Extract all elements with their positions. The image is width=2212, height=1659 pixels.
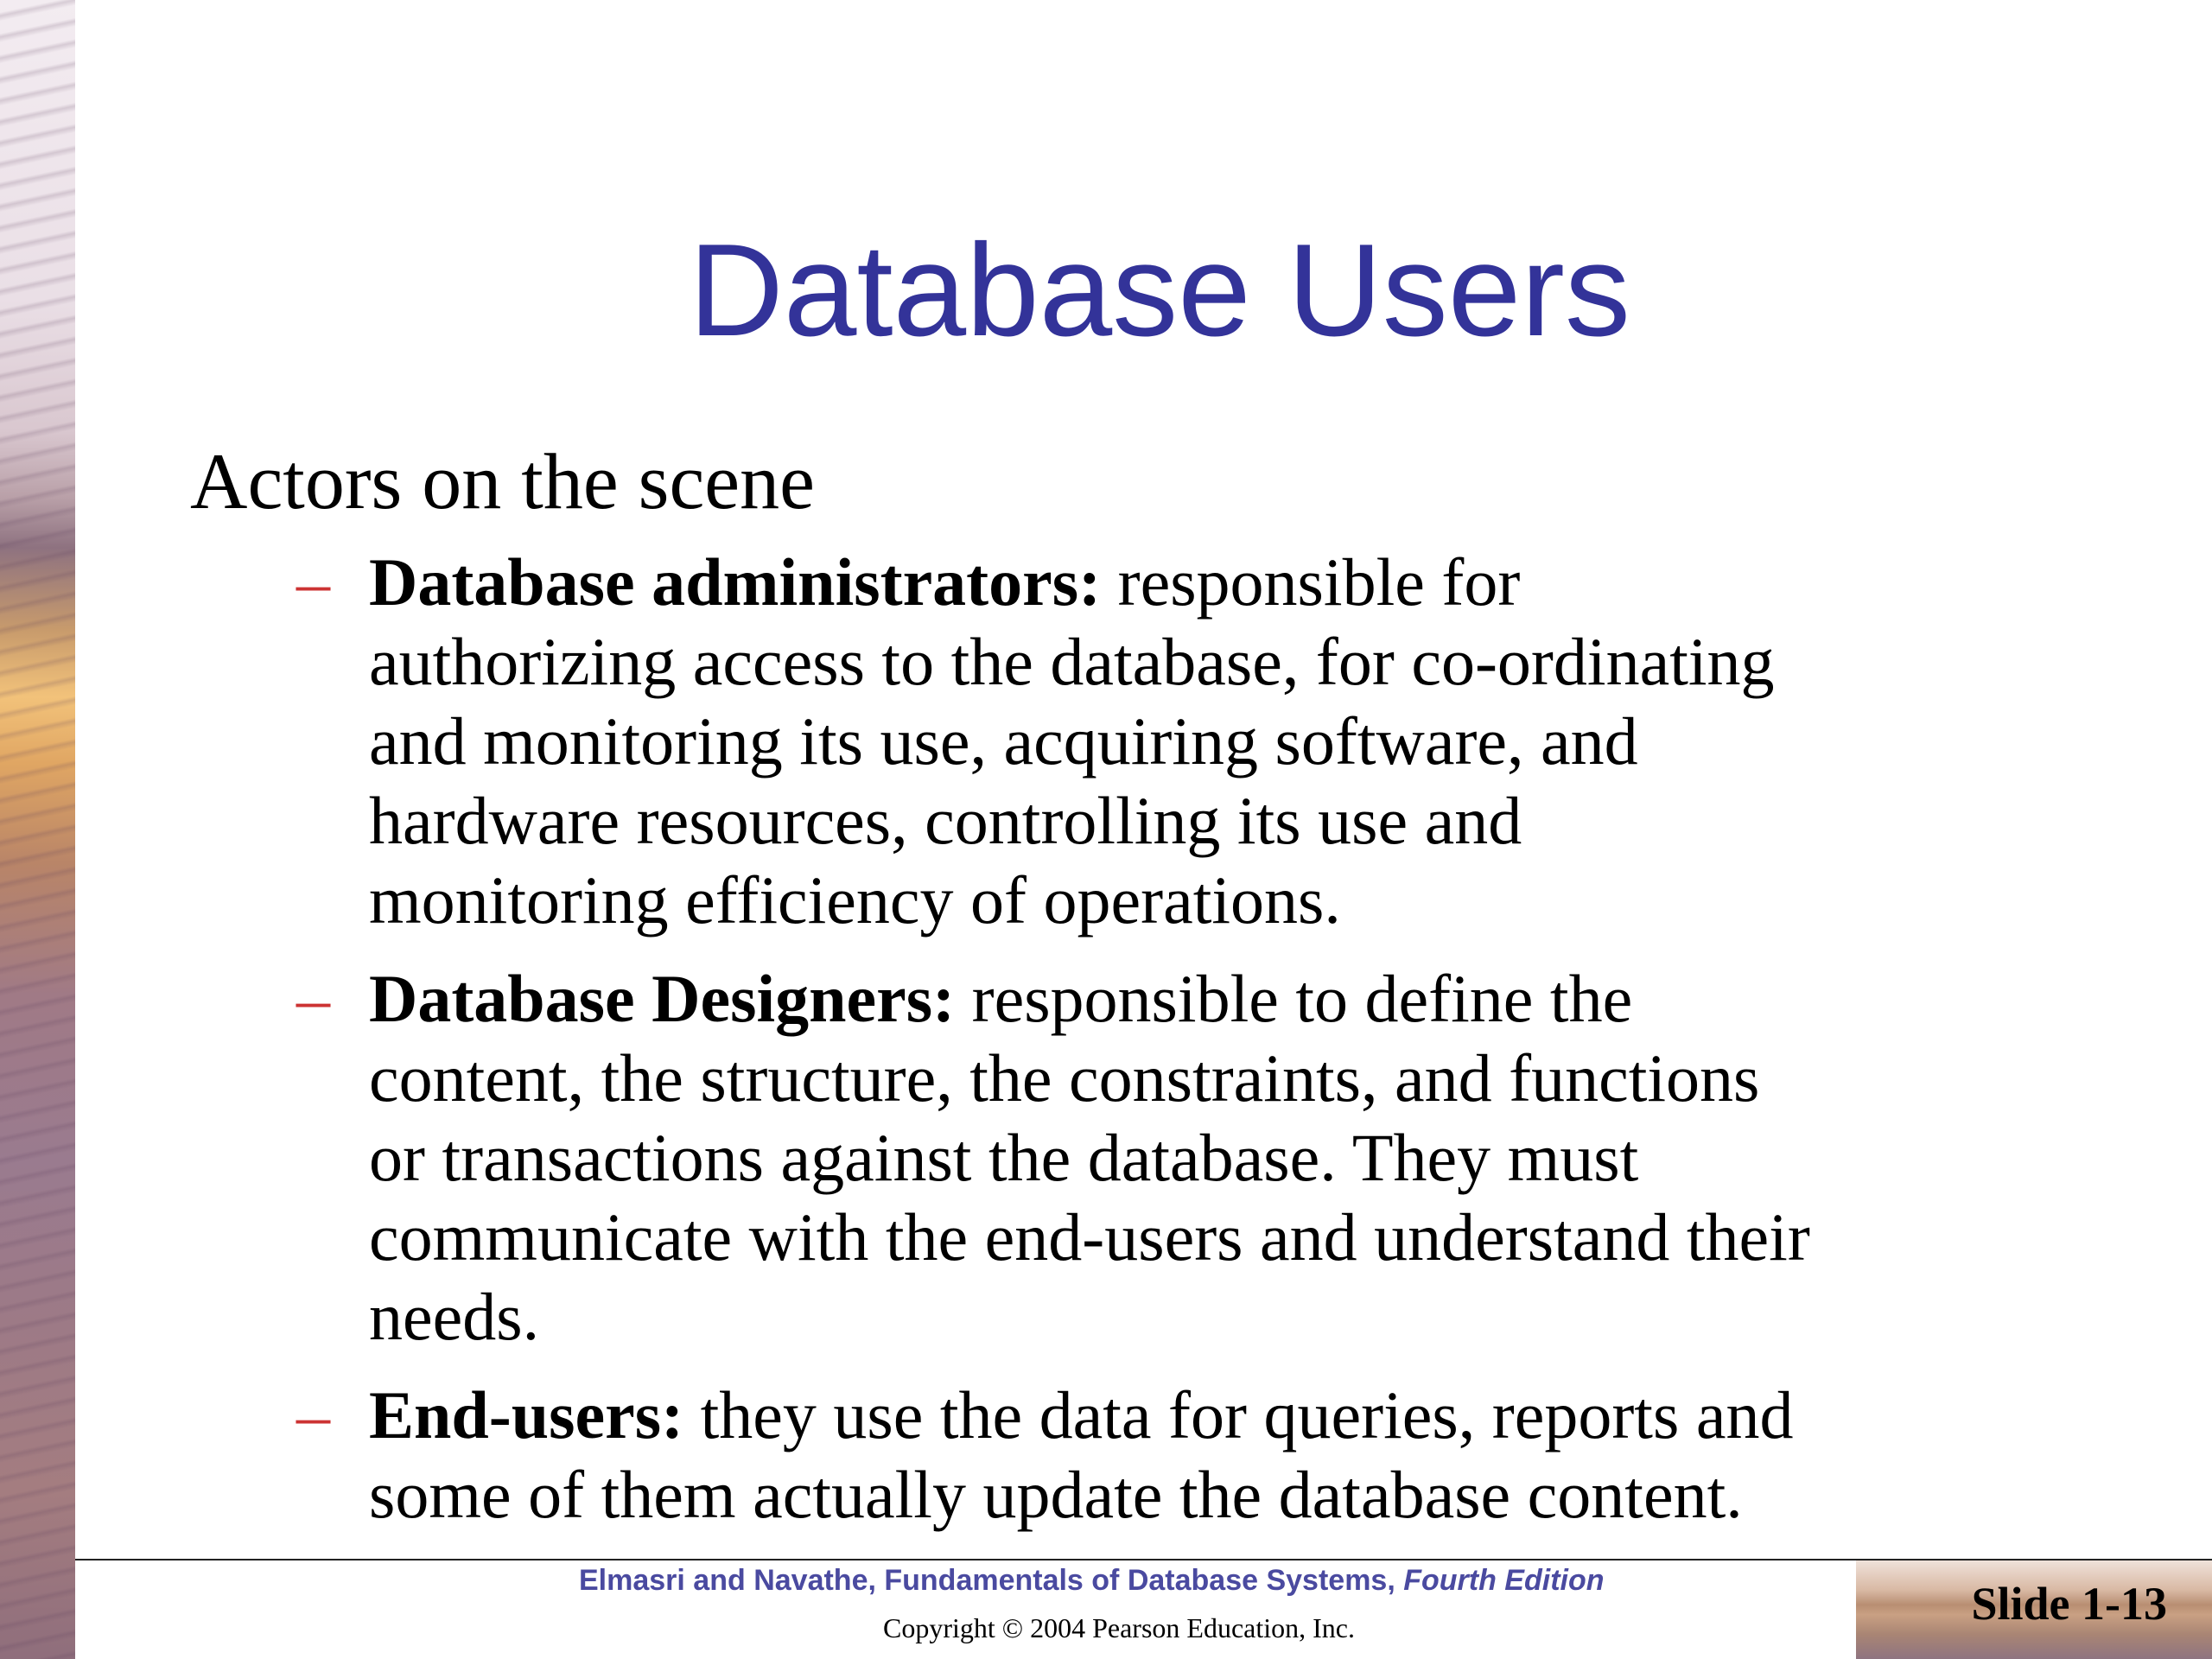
bullet-dash-icon: – bbox=[296, 544, 330, 620]
bullet-term: Database Designers: bbox=[369, 961, 956, 1036]
footer-book-citation bbox=[579, 1562, 1605, 1599]
slide-subtitle: Actors on the scene bbox=[190, 437, 815, 525]
slide-number: Slide 1-13 bbox=[1971, 1578, 2167, 1630]
bullet-term: Database administrators: bbox=[369, 544, 1102, 620]
bullet-body bbox=[369, 1376, 1829, 1535]
bullet-description: responsible to define the content, the structure, the constraints, and functions or transactions against the database. They must communicate with the end-users and understand their needs. bbox=[369, 961, 1810, 1354]
bullet-term: End-users: bbox=[369, 1377, 684, 1452]
bullet-dash-icon: – bbox=[296, 961, 330, 1036]
bullet-body bbox=[369, 959, 1829, 1357]
footer-book-edition: Fourth Edition bbox=[1403, 1564, 1605, 1597]
footer-copyright: Copyright © 2004 Pearson Education, Inc. bbox=[883, 1612, 1355, 1643]
bullet-body bbox=[369, 543, 1829, 940]
footer-book-title: Elmasri and Navathe, Fundamentals of Database Systems, bbox=[579, 1564, 1404, 1597]
bullet-description: responsible for authorizing access to the database, for co-ordinating and monitoring its use, acquiring software, and hardware resources, controlling its use and monitoring efficiency of operations. bbox=[369, 544, 1775, 938]
bullet-description: they use the data for queries, reports and some of them actually update the database content. bbox=[369, 1377, 1794, 1532]
bullet-dash-icon: – bbox=[296, 1377, 330, 1452]
slide-title: Database Users bbox=[689, 217, 1630, 364]
